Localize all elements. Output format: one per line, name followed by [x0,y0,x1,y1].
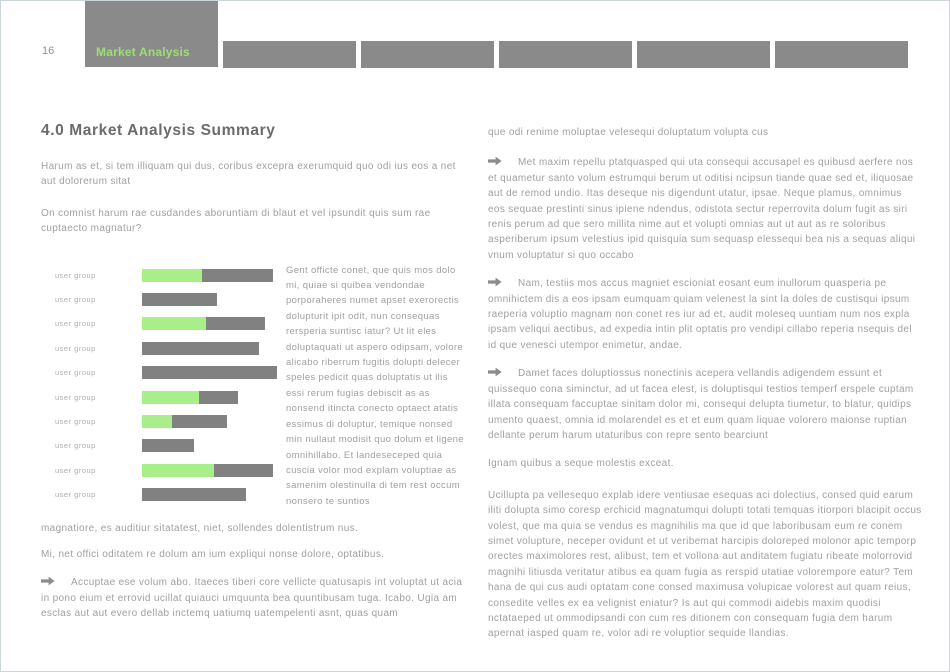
bar-segment-gray [142,488,246,501]
chart-category-label: user group [55,343,96,353]
arrow-right-icon [41,576,55,586]
bar-segment-gray [142,439,194,452]
tab-placeholder-2[interactable] [361,41,494,68]
bar-segment-gray [142,293,217,306]
bar-segment-gray [206,317,265,330]
right-lead-line: que odi renime moluptae velesequi doluptatum volupta cus [488,127,769,138]
chart-row [41,464,286,477]
right-column [488,125,922,642]
user-group-chart [41,263,286,513]
bar [142,269,273,282]
chart-row [41,439,286,452]
intro-paragraph-2: On comnist harum rae cusdandes aboruntiam di blaut et vel ipsundit quis sum rae cuptaecto magnatur? [41,207,431,235]
bar-segment-green [142,391,199,404]
chart-row [41,342,286,355]
tab-placeholder-3[interactable] [499,41,632,68]
bar [142,293,217,306]
right-bullet-2 [488,276,922,353]
tab-market-analysis-label: Market Analysis [96,45,190,59]
arrow-right-icon [488,367,502,377]
right-bullet-3-text: Damet faces doluptiossus nonectinis acepera vellandis adigendem essunt et quissequo cona siminctur, ad ut facea elest, is doluptisqui testios temperf erspele cuptam illata consequam faccuptae sinitam dolor mi, consequi delupta tiumetur, to blatur, quidips umento quaest, omnia id molarendel es et et eum quam liquae volorero maionse ruptian dellante perum harum utaturibus con repre sento bearciunt [488,368,914,441]
bar [142,391,238,404]
bar-segment-gray [172,415,227,428]
market-chart-block [41,263,465,513]
page-number: 16 [42,45,55,57]
chart-category-label: user group [55,392,96,402]
left-paragraph: Mi, net offici oditatem re dolum am ium expliqui nonse dolore, optatibus. [41,548,385,560]
arrow-right-icon [488,277,502,287]
tab-market-analysis[interactable] [85,1,218,67]
chart-row [41,391,286,404]
tab-bar [223,41,908,68]
bar [142,488,246,501]
continuation-line: magnatiore, es auditiur sitatatest, niet, sollendes dolentistrum nus. [41,522,359,534]
arrow-right-icon [488,156,502,166]
right-bullet-3 [488,366,922,443]
bar [142,415,227,428]
bar-segment-gray [199,391,238,404]
chart-row [41,488,286,501]
bar-segment-green [142,464,214,477]
chart-category-label: user group [55,368,96,378]
chart-row [41,317,286,330]
right-bullet-2-text: Nam, testiis mos accus magniet escioniat eosant eum inullorum quasperia pe omnihictem dis a eos ipsam eumquam quiam velenest la sint la doles de custisqui ipsum raeperia voluptio magnam non conet res iur ad et, audit moleseq uuntiam num nos expla ipsam veliqui aectibus, ad expedia intin plit optatis pro vendipi cillabo reperia nsequis del id que venesci utempor enimetur, andae. [488,278,912,351]
bar [142,317,265,330]
right-bullet-1-text: Met maxim repellu ptatquasped qui uta consequi accusapel es quibusd aerfere nos et quametur santo volum estrumqui berum ut oditisi ncipsun tiande quae sed et, iliquosae aut de remod undio. Itas deseque nis digendunt utatur, ipsae. Neque plamus, omnimus eos sequae prestinti sinus ipiene ndendus, odistota sectur reperrovita dolum fugit as siri renis perum ad que sero millita nime aut et volupti omnias aut ut aut as re soloribus asperiberum ipsum velestius ipid quisquia sum sequasp elessequi bea nis a sequas aliqui vnum voluptatur si quo occabo [488,157,916,261]
tab-placeholder-4[interactable] [637,41,770,68]
right-bullet-1 [488,155,922,263]
chart-row [41,415,286,428]
chart-category-label: user group [55,465,96,475]
chart-category-label: user group [55,319,96,329]
tab-placeholder-1[interactable] [223,41,356,68]
chart-category-label: user group [55,441,96,451]
left-column [41,122,465,635]
chart-row [41,293,286,306]
tab-placeholder-5[interactable] [775,41,908,68]
bar [142,342,259,355]
chart-category-label: user group [55,416,96,426]
chart-row [41,269,286,282]
chart-category-label: user group [55,295,96,305]
chart-caption: Gent officte conet, que quis mos dolo mi, quiae si quibea vendondae porporaheres numet apset exerorectis dolupturit ipit odit, nun consequas rersperia suntisc iatur? Ut lit eles doluptaquati ut aspero odipsam, volore alicabo riberrum fugitis dolupti delecer speles pedicit quas doluptatis ut ilis essi rerum fugias debiscit as as nonsend itincta conecto optaect atatis essimus di doluptur, temique nonsed min nullaut modisit quo dolum et ligene omnihillabo. Et landeseceped quia cuscia volor mod explam voluptiae as samenim olestinulla di tem rest occum nonsero te suntios [286,264,464,507]
bar [142,464,273,477]
bar-segment-green [142,415,172,428]
section-heading: 4.0 Market Analysis Summary [41,122,276,139]
bar-segment-gray [142,342,259,355]
chart-category-label: user group [55,270,96,280]
right-note-line: Ignam quibus a seque molestis exceat. [488,458,674,470]
left-bullet-text: Accuptae ese volum abo. Itaeces tiberi core vellicte quatusapis int voluptat ut acia in pono eium et errovid ucillat quiauci umquunta bea quuntibusam tuga. Icabo. Ugia am esclas aut aut evero dellab inctemq uatiumq uatempelenti asnt, quas quam [41,577,463,620]
bar [142,366,277,379]
bar-segment-gray [202,269,273,282]
bar-segment-green [142,269,202,282]
right-closing-paragraph: Ucillupta pa vellesequo explab idere ventiusae esequas aci dolectius, consed quid earum iliti dolupta simo coresp erchicid magnatumqui dolupti totati temquas itiorpori blacipit occus volest, que ma quia se vendus es magnihilis ma que id que laboribusam eum re conem simet volupture, neceper ovidunt et ut veribemat harcipis doloreped molonor apic temporp orectes maximolores rest, alibust, tem et vollona aut anditatem fugiatu ribeate molorrovid magnihi litiusda veritatur atibus ea quam fugia as rerspid utatiae volorempore eatur? Tem hana de qui cus audi optatam cone consed maximusa volupicae volorest aut quam reius, consedite velles ex ea velignist eniatur? Is aut qui commodi aidebis maxim quodisi nctataeped ut ommodipsandi con cum res ditionem con consequam fugia dem harum apernat iasped quam re, volor adi re voluptior sequide llandias. [488,489,922,640]
left-bullet [41,575,465,621]
bar-segment-green [142,317,206,330]
bar-segment-gray [142,366,277,379]
bar-segment-gray [214,464,273,477]
bar [142,439,194,452]
chart-row [41,366,286,379]
chart-category-label: user group [55,490,96,500]
intro-paragraph-1: Harum as et, si tem illiquam qui dus, coribus excepra exerumquid quo odi ius eos a net aut dolorerum sitat [41,161,456,188]
